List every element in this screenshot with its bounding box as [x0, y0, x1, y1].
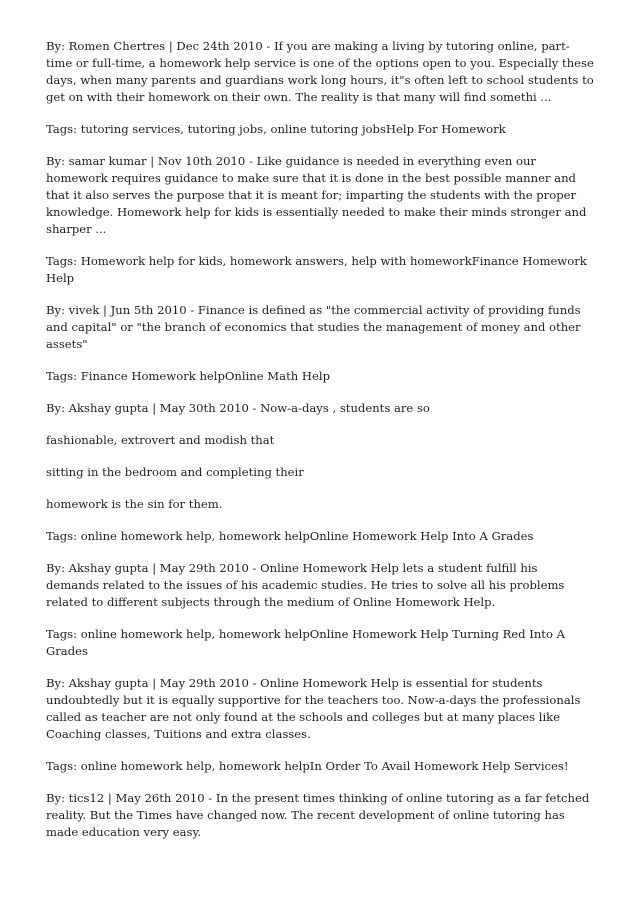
- tags-line-online-homework-a-grades: Tags: online homework help, homework helpOnline Homework Help Into A Grades: [46, 529, 534, 543]
- article-entry-samar-kumar: By: samar kumar | Nov 10th 2010 - Like guidance is needed in everything even our homework requires guidance to make sure that it is done in the best possible manner and that it also serves the purpose that it is meant for; imparting the students with the proper knowledge. Homework help for kids is essentially needed to make their minds stronger and sharper ...: [46, 154, 587, 236]
- article-entry-akshay-gupta-may30: By: Akshay gupta | May 30th 2010 - Now-a-days , students are so: [46, 401, 430, 415]
- tags-line-turning-red: Tags: online homework help, homework helpOnline Homework Help Turning Red Into A Grades: [46, 627, 566, 658]
- tags-line-finance: Tags: Finance Homework helpOnline Math Help: [46, 369, 331, 383]
- article-entry-akshay-gupta-may29-a: By: Akshay gupta | May 29th 2010 - Online Homework Help lets a student fulfill his demands related to the issues of his academic studies. He tries to solve all his problems related to different subjects through the medium of Online Homework Help.: [46, 561, 565, 609]
- article-entry-romen-chertres: By: Romen Chertres | Dec 24th 2010 - If you are making a living by tutoring online, part-time or full-time, a homework help service is one of the options open to you. Especially these days, when many parents and guardians work long hours, it"s often left to school students to get on with their homework on their own. The reality is that many will find somethi ...: [46, 39, 594, 104]
- tags-line-avail-services: Tags: online homework help, homework helpIn Order To Avail Homework Help Services!: [46, 759, 569, 773]
- article-entry-akshay-gupta-may29-b: By: Akshay gupta | May 29th 2010 - Online Homework Help is essential for students undoubtedly but it is equally supportive for the teachers too. Now-a-days the professionals called as teacher are not only found at the schools and colleges but at many places like Coaching classes, Tuitions and extra classes.: [46, 676, 581, 741]
- tags-line-tutoring: Tags: tutoring services, tutoring jobs, online tutoring jobsHelp For Homework: [46, 122, 506, 136]
- article-entry-tics12: By: tics12 | May 26th 2010 - In the present times thinking of online tutoring as a far fetched reality. But the Times have changed now. The recent development of online tutoring has made education very easy.: [46, 791, 590, 839]
- text-line-sitting: sitting in the bedroom and completing their: [46, 465, 304, 479]
- text-line-fashionable: fashionable, extrovert and modish that: [46, 433, 275, 447]
- text-line-homework-sin: homework is the sin for them.: [46, 497, 223, 511]
- article-entry-vivek: By: vivek | Jun 5th 2010 - Finance is defined as "the commercial activity of providing funds and capital" or "the branch of economics that studies the management of money and other assets": [46, 303, 581, 351]
- tags-line-homework-kids: Tags: Homework help for kids, homework answers, help with homeworkFinance Homework Help: [46, 254, 587, 285]
- document-page: [46, 38, 594, 856]
